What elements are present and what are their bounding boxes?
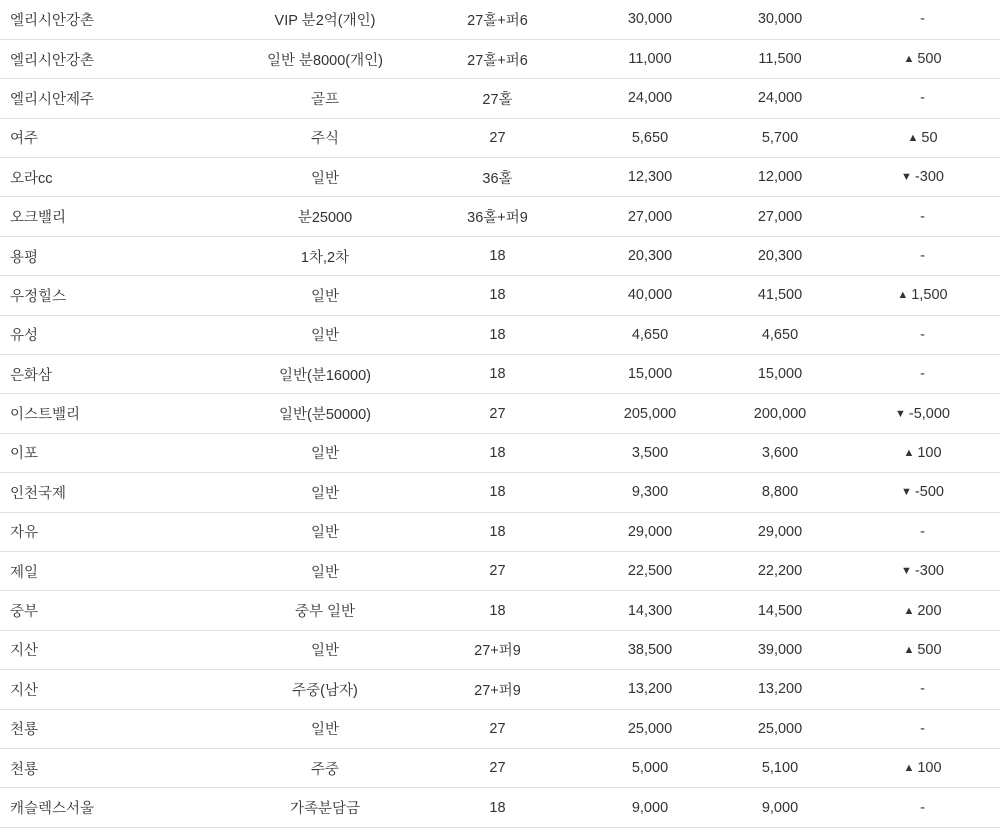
price-change-cell bbox=[845, 670, 1000, 709]
table-row[interactable] bbox=[0, 433, 1000, 472]
membership-type-cell: 가족분담금 bbox=[240, 788, 410, 827]
club-name-cell: 인천국제 bbox=[0, 473, 240, 512]
arrow-down-icon: ▼ bbox=[901, 565, 912, 578]
price-change-value: 500 bbox=[917, 51, 942, 68]
table-row[interactable] bbox=[0, 748, 1000, 787]
price-change-value: 1,500 bbox=[911, 287, 948, 304]
membership-type-cell: 일반 bbox=[240, 630, 410, 669]
membership-type-cell: 일반 bbox=[240, 433, 410, 472]
club-name-cell: 자유 bbox=[0, 512, 240, 551]
price-change-value: - bbox=[920, 799, 925, 816]
membership-type-cell: 일반 bbox=[240, 551, 410, 590]
club-name-cell: 오크밸리 bbox=[0, 197, 240, 236]
current-price-cell: 39,000 bbox=[715, 630, 845, 669]
current-price-cell: 15,000 bbox=[715, 355, 845, 394]
arrow-down-icon: ▼ bbox=[901, 171, 912, 184]
membership-type-cell: 일반 bbox=[240, 473, 410, 512]
holes-cell: 18 bbox=[410, 433, 585, 472]
previous-price-cell: 24,000 bbox=[585, 79, 715, 118]
membership-type-cell: 주중 bbox=[240, 748, 410, 787]
previous-price-cell: 9,000 bbox=[585, 788, 715, 827]
current-price-cell: 20,300 bbox=[715, 236, 845, 275]
holes-cell: 36홀 bbox=[410, 158, 585, 197]
previous-price-cell: 9,300 bbox=[585, 473, 715, 512]
previous-price-cell: 11,000 bbox=[585, 39, 715, 78]
arrow-down-icon: ▼ bbox=[901, 486, 912, 499]
club-name-cell: 은화삼 bbox=[0, 355, 240, 394]
previous-price-cell: 25,000 bbox=[585, 709, 715, 748]
membership-type-cell: 일반 bbox=[240, 158, 410, 197]
holes-cell: 18 bbox=[410, 355, 585, 394]
table-row[interactable] bbox=[0, 473, 1000, 512]
table-row[interactable] bbox=[0, 0, 1000, 39]
price-change-cell bbox=[845, 236, 1000, 275]
arrow-down-icon: ▼ bbox=[894, 407, 906, 420]
membership-type-cell: 일반(분16000) bbox=[240, 355, 410, 394]
previous-price-cell: 5,650 bbox=[585, 118, 715, 157]
table-row[interactable] bbox=[0, 709, 1000, 748]
holes-cell: 18 bbox=[410, 473, 585, 512]
club-name-cell: 제일 bbox=[0, 551, 240, 590]
club-name-cell: 천룡 bbox=[0, 709, 240, 748]
membership-type-cell: 일반 bbox=[240, 315, 410, 354]
price-change-cell bbox=[845, 118, 1000, 157]
table-row[interactable] bbox=[0, 39, 1000, 78]
table-row[interactable] bbox=[0, 551, 1000, 590]
membership-type-cell: VIP 분2억(개인) bbox=[240, 0, 410, 39]
price-change-value: 50 bbox=[921, 129, 938, 146]
price-change-cell bbox=[845, 0, 1000, 39]
holes-cell: 27 bbox=[410, 394, 585, 433]
price-change-value: - bbox=[920, 366, 925, 383]
price-change-cell bbox=[845, 394, 1000, 433]
previous-price-cell: 4,650 bbox=[585, 315, 715, 354]
holes-cell: 18 bbox=[410, 236, 585, 275]
current-price-cell: 27,000 bbox=[715, 197, 845, 236]
previous-price-cell: 14,300 bbox=[585, 591, 715, 630]
holes-cell: 27 bbox=[410, 118, 585, 157]
price-change-value: -300 bbox=[914, 563, 944, 580]
holes-cell: 18 bbox=[410, 591, 585, 630]
current-price-cell: 13,200 bbox=[715, 670, 845, 709]
current-price-cell: 11,500 bbox=[715, 39, 845, 78]
previous-price-cell: 20,300 bbox=[585, 236, 715, 275]
current-price-cell: 22,200 bbox=[715, 551, 845, 590]
membership-type-cell: 분25000 bbox=[240, 197, 410, 236]
club-name-cell: 엘리시안강촌 bbox=[0, 0, 240, 39]
previous-price-cell: 22,500 bbox=[585, 551, 715, 590]
price-change-value: 500 bbox=[917, 641, 942, 658]
current-price-cell: 24,000 bbox=[715, 79, 845, 118]
holes-cell: 27홀+퍼6 bbox=[410, 39, 585, 78]
previous-price-cell: 40,000 bbox=[585, 276, 715, 315]
holes-cell: 27홀+퍼6 bbox=[410, 0, 585, 39]
membership-type-cell: 주중(남자) bbox=[240, 670, 410, 709]
table-row[interactable] bbox=[0, 788, 1000, 827]
club-name-cell: 유성 bbox=[0, 315, 240, 354]
price-change-cell bbox=[845, 79, 1000, 118]
membership-type-cell: 골프 bbox=[240, 79, 410, 118]
current-price-cell: 25,000 bbox=[715, 709, 845, 748]
price-change-cell bbox=[845, 276, 1000, 315]
price-change-value: - bbox=[920, 720, 925, 737]
table-row[interactable] bbox=[0, 236, 1000, 275]
arrow-up-icon: ▲ bbox=[907, 131, 919, 144]
price-change-cell bbox=[845, 355, 1000, 394]
table-row[interactable] bbox=[0, 118, 1000, 157]
price-change-value: -300 bbox=[914, 169, 944, 186]
table-row[interactable] bbox=[0, 276, 1000, 315]
price-change-cell bbox=[845, 473, 1000, 512]
price-change-cell bbox=[845, 551, 1000, 590]
club-name-cell: 이포 bbox=[0, 433, 240, 472]
table-row[interactable] bbox=[0, 630, 1000, 669]
club-name-cell: 지산 bbox=[0, 630, 240, 669]
table-row[interactable] bbox=[0, 670, 1000, 709]
holes-cell: 36홀+퍼9 bbox=[410, 197, 585, 236]
previous-price-cell: 12,300 bbox=[585, 158, 715, 197]
arrow-up-icon: ▲ bbox=[903, 762, 915, 775]
holes-cell: 27+퍼9 bbox=[410, 670, 585, 709]
current-price-cell: 5,100 bbox=[715, 748, 845, 787]
current-price-cell: 30,000 bbox=[715, 0, 845, 39]
current-price-cell: 4,650 bbox=[715, 315, 845, 354]
club-name-cell: 여주 bbox=[0, 118, 240, 157]
price-change-cell bbox=[845, 630, 1000, 669]
price-change-value: - bbox=[920, 208, 925, 225]
table-row[interactable] bbox=[0, 197, 1000, 236]
previous-price-cell: 38,500 bbox=[585, 630, 715, 669]
current-price-cell: 14,500 bbox=[715, 591, 845, 630]
price-change-value: -5,000 bbox=[908, 405, 950, 422]
price-change-cell bbox=[845, 709, 1000, 748]
price-change-value: - bbox=[920, 326, 925, 343]
price-change-cell bbox=[845, 315, 1000, 354]
table-row[interactable] bbox=[0, 315, 1000, 354]
club-name-cell: 이스트밸리 bbox=[0, 394, 240, 433]
price-change-value: - bbox=[920, 523, 925, 540]
membership-type-cell: 주식 bbox=[240, 118, 410, 157]
holes-cell: 27홀 bbox=[410, 79, 585, 118]
price-change-value: 200 bbox=[917, 602, 942, 619]
previous-price-cell: 13,200 bbox=[585, 670, 715, 709]
previous-price-cell: 3,500 bbox=[585, 433, 715, 472]
arrow-up-icon: ▲ bbox=[897, 289, 909, 302]
price-change-cell bbox=[845, 512, 1000, 551]
current-price-cell: 9,000 bbox=[715, 788, 845, 827]
price-change-value: 100 bbox=[917, 444, 942, 461]
current-price-cell: 5,700 bbox=[715, 118, 845, 157]
table-row[interactable] bbox=[0, 512, 1000, 551]
price-change-cell bbox=[845, 433, 1000, 472]
previous-price-cell: 27,000 bbox=[585, 197, 715, 236]
holes-cell: 18 bbox=[410, 512, 585, 551]
price-change-value: - bbox=[920, 681, 925, 698]
previous-price-cell: 205,000 bbox=[585, 394, 715, 433]
current-price-cell: 41,500 bbox=[715, 276, 845, 315]
arrow-up-icon: ▲ bbox=[903, 53, 915, 66]
price-change-value: 100 bbox=[917, 760, 942, 777]
arrow-up-icon: ▲ bbox=[903, 604, 915, 617]
current-price-cell: 200,000 bbox=[715, 394, 845, 433]
membership-type-cell: 일반 bbox=[240, 276, 410, 315]
table-row[interactable] bbox=[0, 394, 1000, 433]
club-name-cell: 천룡 bbox=[0, 748, 240, 787]
previous-price-cell: 5,000 bbox=[585, 748, 715, 787]
holes-cell: 27 bbox=[410, 748, 585, 787]
holes-cell: 18 bbox=[410, 315, 585, 354]
holes-cell: 27+퍼9 bbox=[410, 630, 585, 669]
table-row[interactable] bbox=[0, 158, 1000, 197]
current-price-cell: 3,600 bbox=[715, 433, 845, 472]
current-price-cell: 8,800 bbox=[715, 473, 845, 512]
current-price-cell: 29,000 bbox=[715, 512, 845, 551]
membership-type-cell: 일반(분50000) bbox=[240, 394, 410, 433]
previous-price-cell: 30,000 bbox=[585, 0, 715, 39]
table-row[interactable] bbox=[0, 79, 1000, 118]
club-name-cell: 중부 bbox=[0, 591, 240, 630]
table-row[interactable] bbox=[0, 591, 1000, 630]
club-name-cell: 우정힐스 bbox=[0, 276, 240, 315]
price-change-cell bbox=[845, 591, 1000, 630]
club-name-cell: 용평 bbox=[0, 236, 240, 275]
membership-type-cell: 1차,2차 bbox=[240, 236, 410, 275]
price-change-value: -500 bbox=[914, 484, 944, 501]
membership-type-cell: 일반 bbox=[240, 512, 410, 551]
club-name-cell: 캐슬렉스서울 bbox=[0, 788, 240, 827]
membership-type-cell: 중부 일반 bbox=[240, 591, 410, 630]
price-change-cell bbox=[845, 39, 1000, 78]
holes-cell: 27 bbox=[410, 551, 585, 590]
current-price-cell: 12,000 bbox=[715, 158, 845, 197]
price-change-cell bbox=[845, 788, 1000, 827]
arrow-up-icon: ▲ bbox=[903, 643, 915, 656]
holes-cell: 18 bbox=[410, 276, 585, 315]
price-change-value: - bbox=[920, 11, 925, 28]
table-row[interactable] bbox=[0, 355, 1000, 394]
club-name-cell: 오라cc bbox=[0, 158, 240, 197]
price-change-cell bbox=[845, 748, 1000, 787]
club-name-cell: 엘리시안강촌 bbox=[0, 39, 240, 78]
price-change-cell bbox=[845, 158, 1000, 197]
price-change-value: - bbox=[920, 248, 925, 265]
holes-cell: 18 bbox=[410, 788, 585, 827]
price-change-cell bbox=[845, 197, 1000, 236]
arrow-up-icon: ▲ bbox=[903, 446, 915, 459]
price-change-value: - bbox=[920, 90, 925, 107]
holes-cell: 27 bbox=[410, 709, 585, 748]
membership-type-cell: 일반 분8000(개인) bbox=[240, 39, 410, 78]
club-name-cell: 엘리시안제주 bbox=[0, 79, 240, 118]
club-name-cell: 지산 bbox=[0, 670, 240, 709]
previous-price-cell: 29,000 bbox=[585, 512, 715, 551]
previous-price-cell: 15,000 bbox=[585, 355, 715, 394]
membership-type-cell: 일반 bbox=[240, 709, 410, 748]
